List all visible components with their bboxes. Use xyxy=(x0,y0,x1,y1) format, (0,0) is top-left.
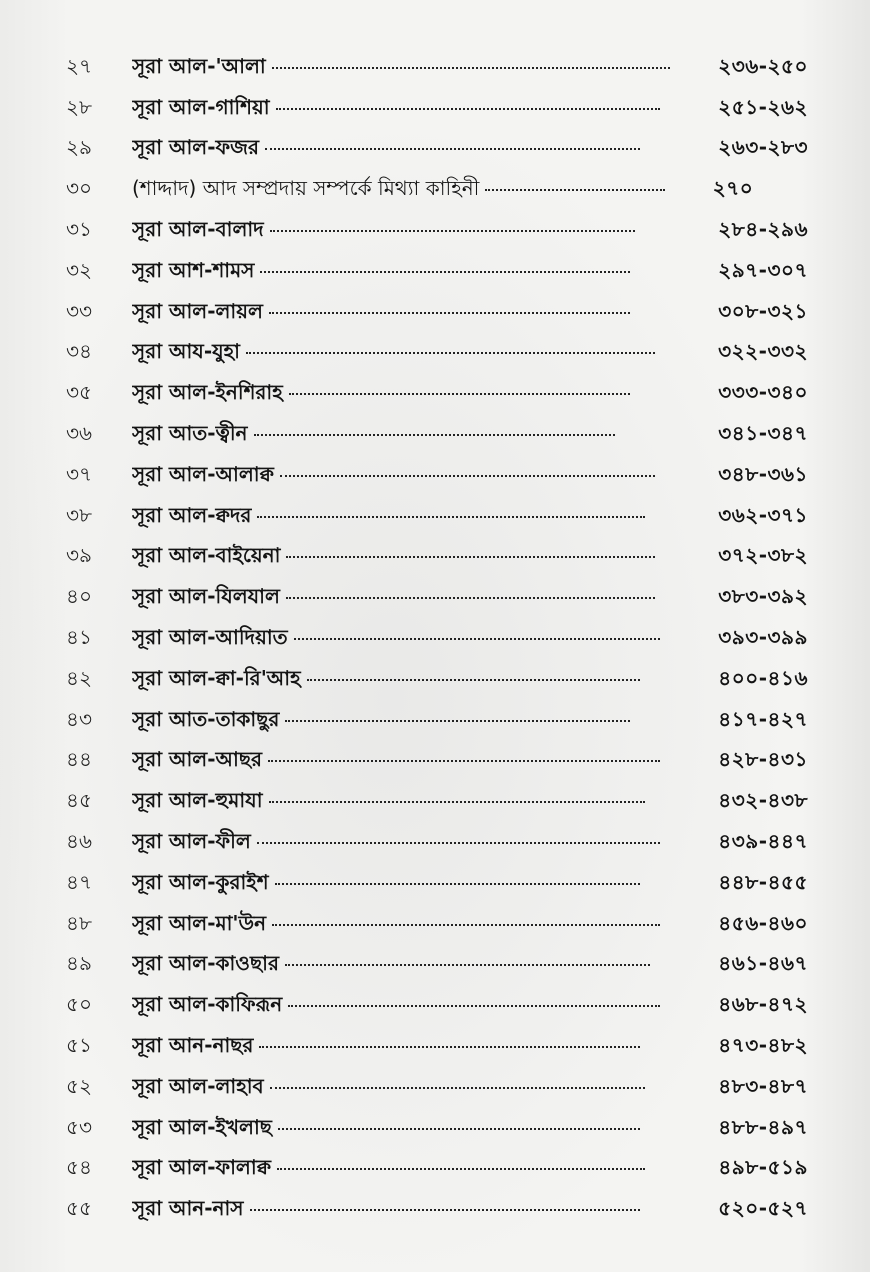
entry-title-line xyxy=(132,297,630,330)
dot-leader xyxy=(276,108,660,110)
entry-page-range: ৫২০-৫২৭ xyxy=(718,1196,808,1221)
entry-page-range: ৪৩২-৪৩৮ xyxy=(718,788,808,813)
toc-entry xyxy=(0,1109,870,1150)
entry-title-line xyxy=(132,1194,640,1227)
entry-number: ২৯ xyxy=(66,135,92,160)
entry-page-range: ৩৪৮-৩৬১ xyxy=(718,461,808,486)
entry-title: সূরা আল-আলাক্ব xyxy=(132,461,274,486)
entry-number: ৩২ xyxy=(66,257,93,282)
entry-title: সূরা আল-হুমাযা xyxy=(132,788,263,813)
entry-page-range: ৩২২-৩৩২ xyxy=(718,339,808,364)
toc-entry xyxy=(0,211,870,252)
entry-number: ৪২ xyxy=(66,665,92,690)
entry-page-range: ৪৬৮-৪৭২ xyxy=(718,992,808,1017)
entry-page-range: ২৯৭-৩০৭ xyxy=(718,257,808,282)
entry-title-line xyxy=(132,745,660,778)
entry-title-line xyxy=(132,582,655,615)
dot-leader xyxy=(270,230,635,232)
entry-number: ৫৫ xyxy=(66,1196,92,1221)
dot-leader xyxy=(288,1005,660,1007)
entry-title-line xyxy=(132,1031,640,1064)
dot-leader xyxy=(272,67,670,69)
dot-leader xyxy=(269,312,630,314)
entry-title-line xyxy=(132,1072,645,1105)
dot-leader xyxy=(259,1046,640,1048)
toc-entry xyxy=(0,660,870,701)
dot-leader xyxy=(294,638,660,640)
entry-title: সূরা আল-ক্বা-রি'আহ xyxy=(132,665,301,690)
entry-number: ৪৯ xyxy=(66,951,92,976)
toc-entry xyxy=(0,946,870,987)
entry-number: ৪০ xyxy=(66,584,92,609)
dot-leader xyxy=(289,393,630,395)
entry-page-range: ৩৯৩-৩৯৯ xyxy=(718,625,808,650)
entry-title: সূরা আল-আছর xyxy=(132,747,262,772)
entry-page-range: ৩৮৩-৩৯২ xyxy=(718,584,808,609)
toc-entry xyxy=(0,742,870,783)
entry-number: ৩৩ xyxy=(66,298,93,323)
dot-leader xyxy=(286,556,655,558)
entry-page-range: ৪৩৯-৪৪৭ xyxy=(718,829,808,854)
entry-title: সূরা আল-লায়ল xyxy=(132,298,263,323)
entry-number: ৫১ xyxy=(66,1033,92,1058)
entry-page-range: ৪৭৩-৪৮২ xyxy=(718,1033,808,1058)
dot-leader xyxy=(246,352,655,354)
entry-title: সূরা আত-ত্বীন xyxy=(132,421,248,446)
dot-leader xyxy=(270,1087,645,1089)
entry-title-line xyxy=(132,1113,640,1146)
toc-entry xyxy=(0,252,870,293)
entry-page-range: ৪৮৩-৪৮৭ xyxy=(718,1073,808,1098)
toc-entry xyxy=(0,293,870,334)
entry-title: সূরা আন-নাছর xyxy=(132,1033,254,1058)
entry-title-line xyxy=(132,868,640,901)
entry-title: সূরা আন-নাস xyxy=(132,1196,244,1221)
entry-title-line xyxy=(132,337,655,370)
entry-title: সূরা আল-আদিয়াত xyxy=(132,625,288,650)
entry-title-line xyxy=(132,215,635,248)
entry-title: সূরা আত-তাকাছুর xyxy=(132,706,280,731)
entry-page-range: ৩৬২-৩৭১ xyxy=(718,502,808,527)
entry-title-line xyxy=(132,174,665,207)
entry-title-line xyxy=(132,909,660,942)
toc-entry xyxy=(0,130,870,171)
entry-title-line xyxy=(132,419,615,452)
entry-page-range: ৪১৭-৪২৭ xyxy=(718,706,808,731)
entry-number: ৫০ xyxy=(66,992,92,1017)
entry-page-range: ৪৫৬-৪৬০ xyxy=(718,910,808,935)
entry-number: ৪৬ xyxy=(66,829,92,854)
dot-leader xyxy=(485,189,665,191)
entry-page-range: ২৩৬-২৫০ xyxy=(718,53,808,78)
entry-page-range: ২৮৪-২৯৬ xyxy=(718,217,808,242)
dot-leader xyxy=(265,148,640,150)
entry-title-line xyxy=(132,786,645,819)
dot-leader xyxy=(254,434,616,436)
entry-title: সূরা আল-বাইয়েনা xyxy=(132,543,281,568)
toc-entry xyxy=(0,456,870,497)
entry-title: সূরা আল-মা'উন xyxy=(132,910,267,935)
entry-page-range: ৪৮৮-৪৯৭ xyxy=(718,1114,808,1139)
entry-page-range: ৩৭২-৩৮২ xyxy=(718,543,808,568)
entry-page-range: ৩০৮-৩২১ xyxy=(718,298,808,323)
entry-number: ৩৯ xyxy=(66,543,92,568)
dot-leader xyxy=(286,597,655,599)
entry-title: সূরা আল-ইখলাছ xyxy=(132,1114,272,1139)
entry-title: সূরা আল-ফীল xyxy=(132,829,251,854)
dot-leader xyxy=(260,271,630,273)
toc-entry xyxy=(0,89,870,130)
entry-number: ৩০ xyxy=(66,176,93,201)
entry-page-range: ৪৬১-৪৬৭ xyxy=(718,951,808,976)
entry-number: ৩৮ xyxy=(66,502,92,527)
toc-entry xyxy=(0,864,870,905)
entry-title: সূরা আল-'আলা xyxy=(132,53,266,78)
entry-title-line xyxy=(132,1153,645,1186)
entry-title-line xyxy=(132,133,640,166)
entry-title: সূরা আল-ফালাক্ব xyxy=(132,1155,271,1180)
entry-title-line xyxy=(132,949,650,982)
entry-title: সূরা আয-যুহা xyxy=(132,339,240,364)
entry-number: ৩৫ xyxy=(66,380,92,405)
toc-entry xyxy=(0,374,870,415)
entry-title: সূরা আশ-শামস xyxy=(132,257,255,282)
entry-page-range: ৪০০-৪১৬ xyxy=(718,665,808,690)
dot-leader xyxy=(269,801,645,803)
entry-title: সূরা আল-বালাদ xyxy=(132,217,264,242)
entry-title-line xyxy=(132,990,660,1023)
dot-leader xyxy=(275,883,640,885)
entry-title: সূরা আল-কাফিরূন xyxy=(132,992,283,1017)
entry-number: ৩১ xyxy=(66,217,92,242)
toc-entry xyxy=(0,48,870,89)
entry-title: সূরা আল-ইনশিরাহ xyxy=(132,380,283,405)
dot-leader xyxy=(285,720,630,722)
entry-number: ৪১ xyxy=(66,625,92,650)
toc-entry xyxy=(0,334,870,375)
entry-title: সূরা আল-যিলযাল xyxy=(132,584,280,609)
dot-leader xyxy=(307,679,640,681)
toc-entry xyxy=(0,1027,870,1068)
entry-number: ২৭ xyxy=(66,53,93,78)
entry-title: সূরা আল-লাহাব xyxy=(132,1073,264,1098)
entry-number: ৩৪ xyxy=(66,339,92,364)
entry-page-range: ২৭০ xyxy=(712,176,754,201)
toc-entry xyxy=(0,701,870,742)
toc-entry xyxy=(0,986,870,1027)
entry-number: ৪৮ xyxy=(66,910,92,935)
toc-entry xyxy=(0,823,870,864)
entry-title-line xyxy=(132,93,660,126)
dot-leader xyxy=(268,760,660,762)
entry-title-line xyxy=(132,52,670,85)
entry-number: ৪৪ xyxy=(66,747,92,772)
entry-number: ৪৫ xyxy=(66,788,92,813)
entry-title-line xyxy=(132,501,645,534)
toc-entry xyxy=(0,619,870,660)
entry-title-line xyxy=(132,541,655,574)
toc-entry xyxy=(0,538,870,579)
entry-page-range: ৩৪১-৩৪৭ xyxy=(718,421,808,446)
entry-title-line xyxy=(132,827,660,860)
entry-number: ৫২ xyxy=(66,1073,92,1098)
entry-title-line xyxy=(132,460,655,493)
entry-number: ৪৭ xyxy=(66,869,92,894)
dot-leader xyxy=(285,964,650,966)
dot-leader xyxy=(272,924,660,926)
dot-leader xyxy=(277,1168,645,1170)
entry-page-range: ২৫১-২৬২ xyxy=(718,94,808,119)
entry-number: ৫৪ xyxy=(66,1155,92,1180)
dot-leader xyxy=(250,1209,641,1211)
entry-page-range: ৪৯৮-৫১৯ xyxy=(718,1155,808,1180)
dot-leader xyxy=(257,516,645,518)
entry-title-line xyxy=(132,623,660,656)
entry-page-range: ৪৪৮-৪৫৫ xyxy=(718,869,808,894)
toc-entry xyxy=(0,497,870,538)
toc-entry xyxy=(0,1068,870,1109)
entry-number: ৪৩ xyxy=(66,706,92,731)
toc-entry xyxy=(0,1150,870,1191)
entry-title-line xyxy=(132,664,640,697)
entry-title: সূরা আল-ক্বদর xyxy=(132,502,252,527)
dot-leader xyxy=(257,842,660,844)
toc-entry xyxy=(0,782,870,823)
entry-page-range: ২৬৩-২৮৩ xyxy=(718,135,808,160)
dot-leader xyxy=(278,1128,640,1130)
entry-title: সূরা আল-ফজর xyxy=(132,135,260,160)
toc-entry xyxy=(0,1190,870,1231)
entry-title: সূরা আল-কাওছার xyxy=(132,951,279,976)
entry-title: সূরা আল-কুরাইশ xyxy=(132,869,269,894)
entry-title-line xyxy=(132,256,630,289)
entry-number: ৩৬ xyxy=(66,421,93,446)
entry-page-range: ৩৩৩-৩৪০ xyxy=(718,380,808,405)
entry-number: ৫৩ xyxy=(66,1114,92,1139)
toc-entry xyxy=(0,905,870,946)
entry-title: সূরা আল-গাশিয়া xyxy=(132,94,270,119)
toc-entry xyxy=(0,578,870,619)
toc-entry xyxy=(0,170,870,211)
entry-title: (শাদ্দাদ) আদ সম্প্রদায় সম্পর্কে মিথ্যা কাহিনী xyxy=(132,176,480,201)
entry-title-line xyxy=(132,705,630,738)
dot-leader xyxy=(280,475,655,477)
entry-number: ৩৭ xyxy=(66,461,93,486)
entry-number: ২৮ xyxy=(66,94,92,119)
table-of-contents xyxy=(0,48,870,1231)
entry-title-line xyxy=(132,378,630,411)
entry-page-range: ৪২৮-৪৩১ xyxy=(718,747,808,772)
toc-entry xyxy=(0,415,870,456)
